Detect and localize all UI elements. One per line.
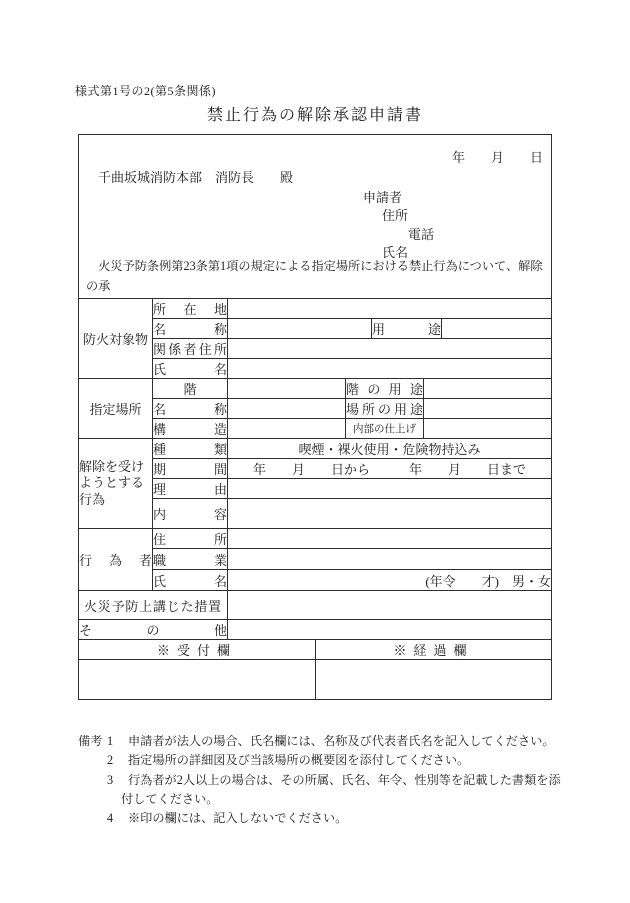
footnotes-label: 備考 [78, 734, 103, 748]
footnote-1-number: 1 [107, 734, 114, 748]
label-object-name: 名称 [153, 319, 228, 339]
cell-other-value [228, 620, 552, 640]
cell-act-type-value: 喫煙・裸火使用・危険物持込み [228, 439, 552, 459]
cell-floor-use-value [424, 379, 552, 399]
footnote-3-text-line2: 付してください。 [121, 791, 219, 806]
applicant-label: 申請者 [363, 190, 403, 205]
label-act-reason: 理由 [153, 479, 228, 499]
cell-object-name-value [228, 319, 372, 339]
label-actor-address: 住所 [153, 529, 228, 549]
label-related-person-address: 関係者住所 [153, 339, 228, 359]
applicant-address-label: 住所 [382, 208, 409, 223]
label-actor-occupation: 職業 [153, 549, 228, 570]
footnote-1-text: 申請者が法人の場合、氏名欄には、名称及び代表者氏名を記入してください。 [128, 734, 555, 748]
cell-structure-value [228, 419, 346, 439]
page-title: 禁止行為の解除承認申請書 [206, 107, 423, 124]
label-floor-use: 階の用途 [346, 379, 424, 399]
date-blank-line: 年 月 日 [451, 150, 543, 165]
footnote-4-number: 4 [107, 811, 114, 826]
cell-place-use-value [424, 399, 552, 419]
form-header [79, 135, 551, 298]
applicant-phone-label: 電話 [408, 227, 435, 242]
cell-related-person-name-value [228, 359, 552, 379]
cell-location-value [228, 299, 552, 319]
cell-floor-value [228, 379, 346, 399]
cell-place-name-value [228, 399, 346, 419]
footnote-3-continuation [78, 790, 568, 809]
label-progress-column: ※経過欄 [316, 640, 552, 660]
intro-line-1: 火災予防条例第23条第1項の規定による指定場所における禁止行為について、解除の承 [86, 259, 543, 293]
label-structure: 構造 [153, 419, 228, 439]
applicant-name-label: 氏名 [382, 245, 409, 260]
form-number: 様式第1号の2(第5条関係) [75, 84, 216, 98]
footnote-4 [78, 809, 568, 828]
footnote-3 [78, 771, 568, 790]
footnote-2-text: 指定場所の詳細図及び当該場所の概要図を添付してください。 [128, 753, 470, 768]
footnote-3-text-line1: 行為者が2人以上の場合は、その所属、氏名、年令、性別等を記載した書類を添 [128, 772, 561, 787]
label-interior-finish: 内部の仕上げ [346, 419, 424, 439]
label-floor: 階 [153, 379, 228, 399]
cell-act-content-value [228, 499, 552, 529]
group-label-fire-object: 防火対象物 [79, 299, 153, 379]
cell-reception-blank [79, 660, 316, 700]
label-act-period: 期間 [153, 459, 228, 479]
application-form-table [78, 134, 552, 700]
cell-act-reason-value [228, 479, 552, 499]
cell-object-use-value [442, 319, 552, 339]
form-header-cell [79, 135, 552, 299]
cell-interior-finish-value [424, 419, 552, 439]
intro-paragraph [86, 257, 546, 299]
addressee-line: 千曲坂城消防本部 消防長 殿 [98, 170, 294, 185]
label-act-content: 内容 [153, 499, 228, 529]
cell-actor-occupation-value [228, 549, 552, 570]
footnote-3-number: 3 [107, 772, 114, 787]
label-object-use: 用途 [372, 319, 442, 339]
footnotes [78, 732, 568, 828]
cell-related-person-address-value [228, 339, 552, 359]
footnote-1 [78, 732, 568, 751]
footnote-4-text: ※印の欄には、記入しないでください。 [128, 811, 348, 826]
label-related-person-name: 氏名 [153, 359, 228, 379]
label-act-type: 種類 [153, 439, 228, 459]
cell-fire-prevention-measures-value [228, 591, 552, 620]
footnote-2-number: 2 [107, 753, 114, 768]
group-label-release-act: 解除を受けようとする行為 [79, 439, 153, 529]
cell-actor-address-value [228, 529, 552, 549]
label-actor-name: 氏名 [153, 570, 228, 591]
label-other: その他 [79, 620, 228, 640]
label-place-name: 名称 [153, 399, 228, 419]
label-reception-column: ※受付欄 [79, 640, 316, 660]
label-fire-prevention-measures: 火災予防上講じた措置 [79, 591, 228, 620]
cell-progress-blank [316, 660, 552, 700]
group-label-designated-place: 指定場所 [79, 379, 153, 439]
footnote-2 [78, 751, 568, 770]
cell-act-period-value: 年 月 日から 年 月 日まで [228, 459, 552, 479]
group-label-actor: 行為者 [79, 529, 153, 591]
cell-actor-name-value: (年令 才) 男・女 [228, 570, 552, 591]
label-location: 所在地 [153, 299, 228, 319]
label-place-use: 場所の用途 [346, 399, 424, 419]
